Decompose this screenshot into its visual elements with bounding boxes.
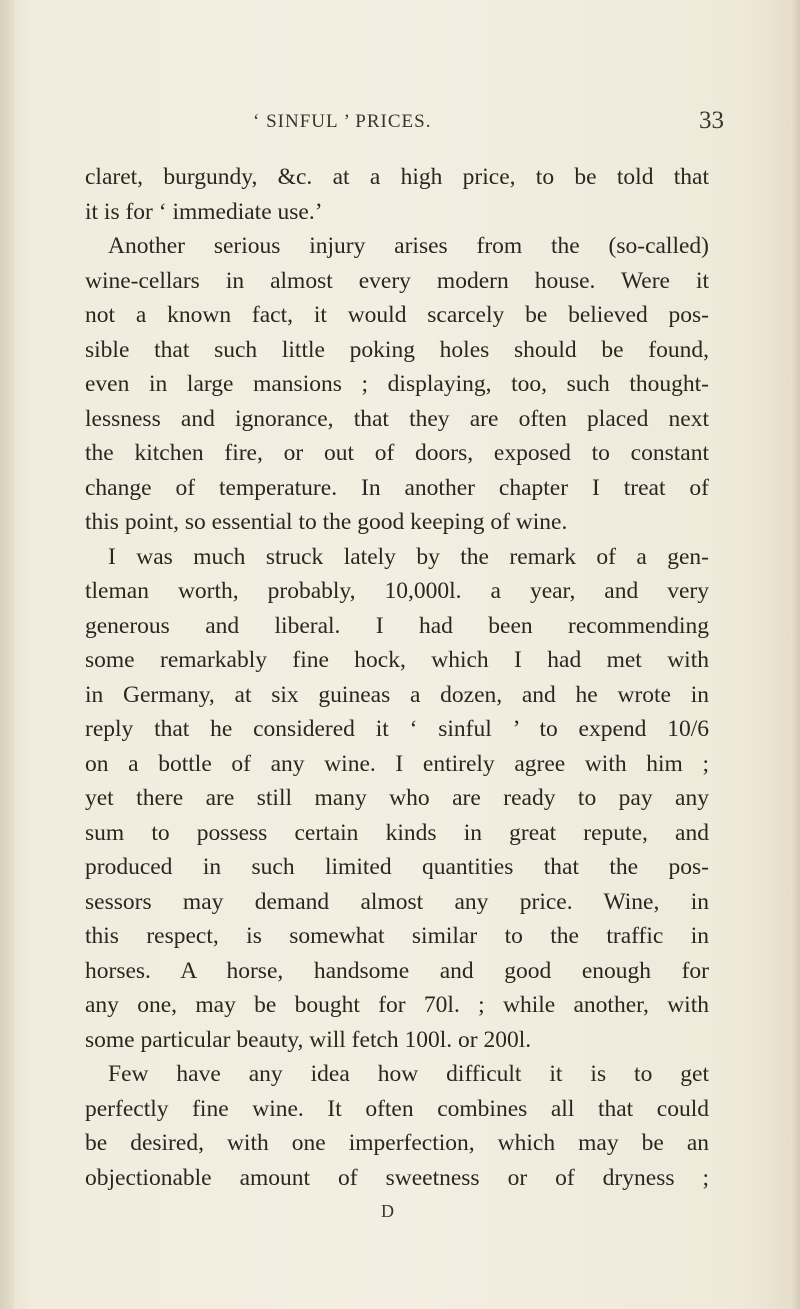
text-line: the kitchen fire, or out of doors, exposed to constant (85, 440, 709, 466)
text-line: change of temperature. In another chapter I treat of (85, 474, 709, 501)
text-line: on a bottle of any wine. I entirely agree with him ; (85, 750, 709, 777)
text-line: objectionable amount of sweetness or of dryness ; (85, 1164, 709, 1191)
text-line: Few have any idea how difficult it is to get (108, 1061, 709, 1087)
text-line: horses. A horse, handsome and good enough for (85, 957, 709, 984)
text-line: yet there are still many who are ready to pay any (85, 785, 709, 811)
text-line: sum to possess certain kinds in great repute, and (85, 819, 709, 846)
text-line: be desired, with one imperfection, which may be an (85, 1130, 709, 1156)
body-text (85, 160, 709, 1195)
page-number: 33 (699, 107, 724, 134)
text-line: lessness and ignorance, that they are often placed next (85, 405, 709, 432)
text-line: some particular beauty, will fetch 100l. or 200l. (85, 1026, 532, 1053)
text-line: wine-cellars in almost every modern house. Were it (85, 267, 709, 294)
running-head: ‘ SINFUL ’ PRICES. (253, 111, 432, 132)
page-gutter-shadow (0, 0, 14, 1309)
text-line: Another serious injury arises from the (so-called) (108, 233, 709, 259)
text-line: some remarkably fine hock, which I had met with (85, 647, 709, 673)
text-line: even in large mansions ; displaying, too, such thought- (85, 371, 709, 397)
text-line: sible that such little poking holes should be found, (85, 336, 709, 363)
text-line: this respect, is somewhat similar to the traffic in (85, 923, 709, 949)
text-line: it is for ‘ immediate use.’ (85, 198, 323, 225)
text-line: sessors may demand almost any price. Wine, in (85, 888, 709, 915)
text-line: reply that he considered it ‘ sinful ’ to expend 10/6 (85, 716, 709, 742)
text-line: in Germany, at six guineas a dozen, and he wrote in (85, 681, 709, 708)
text-line: not a known fact, it would scarcely be believed pos- (85, 302, 709, 328)
text-line: perfectly fine wine. It often combines all that could (85, 1095, 709, 1122)
text-line: any one, may be bought for 70l. ; while another, with (85, 992, 709, 1018)
text-line: produced in such limited quantities that the pos- (85, 854, 709, 880)
text-line: claret, burgundy, &c. at a high price, to be told that (85, 164, 709, 190)
text-line: this point, so essential to the good keeping of wine. (85, 509, 568, 535)
signature-mark: D (381, 1201, 394, 1221)
page-header (0, 107, 800, 141)
text-line: generous and liberal. I had been recommending (85, 612, 709, 639)
text-line: I was much struck lately by the remark of a gen- (108, 543, 709, 570)
page-edge-shadow (790, 0, 800, 1309)
text-line: tleman worth, probably, 10,000l. a year, and very (85, 578, 709, 604)
